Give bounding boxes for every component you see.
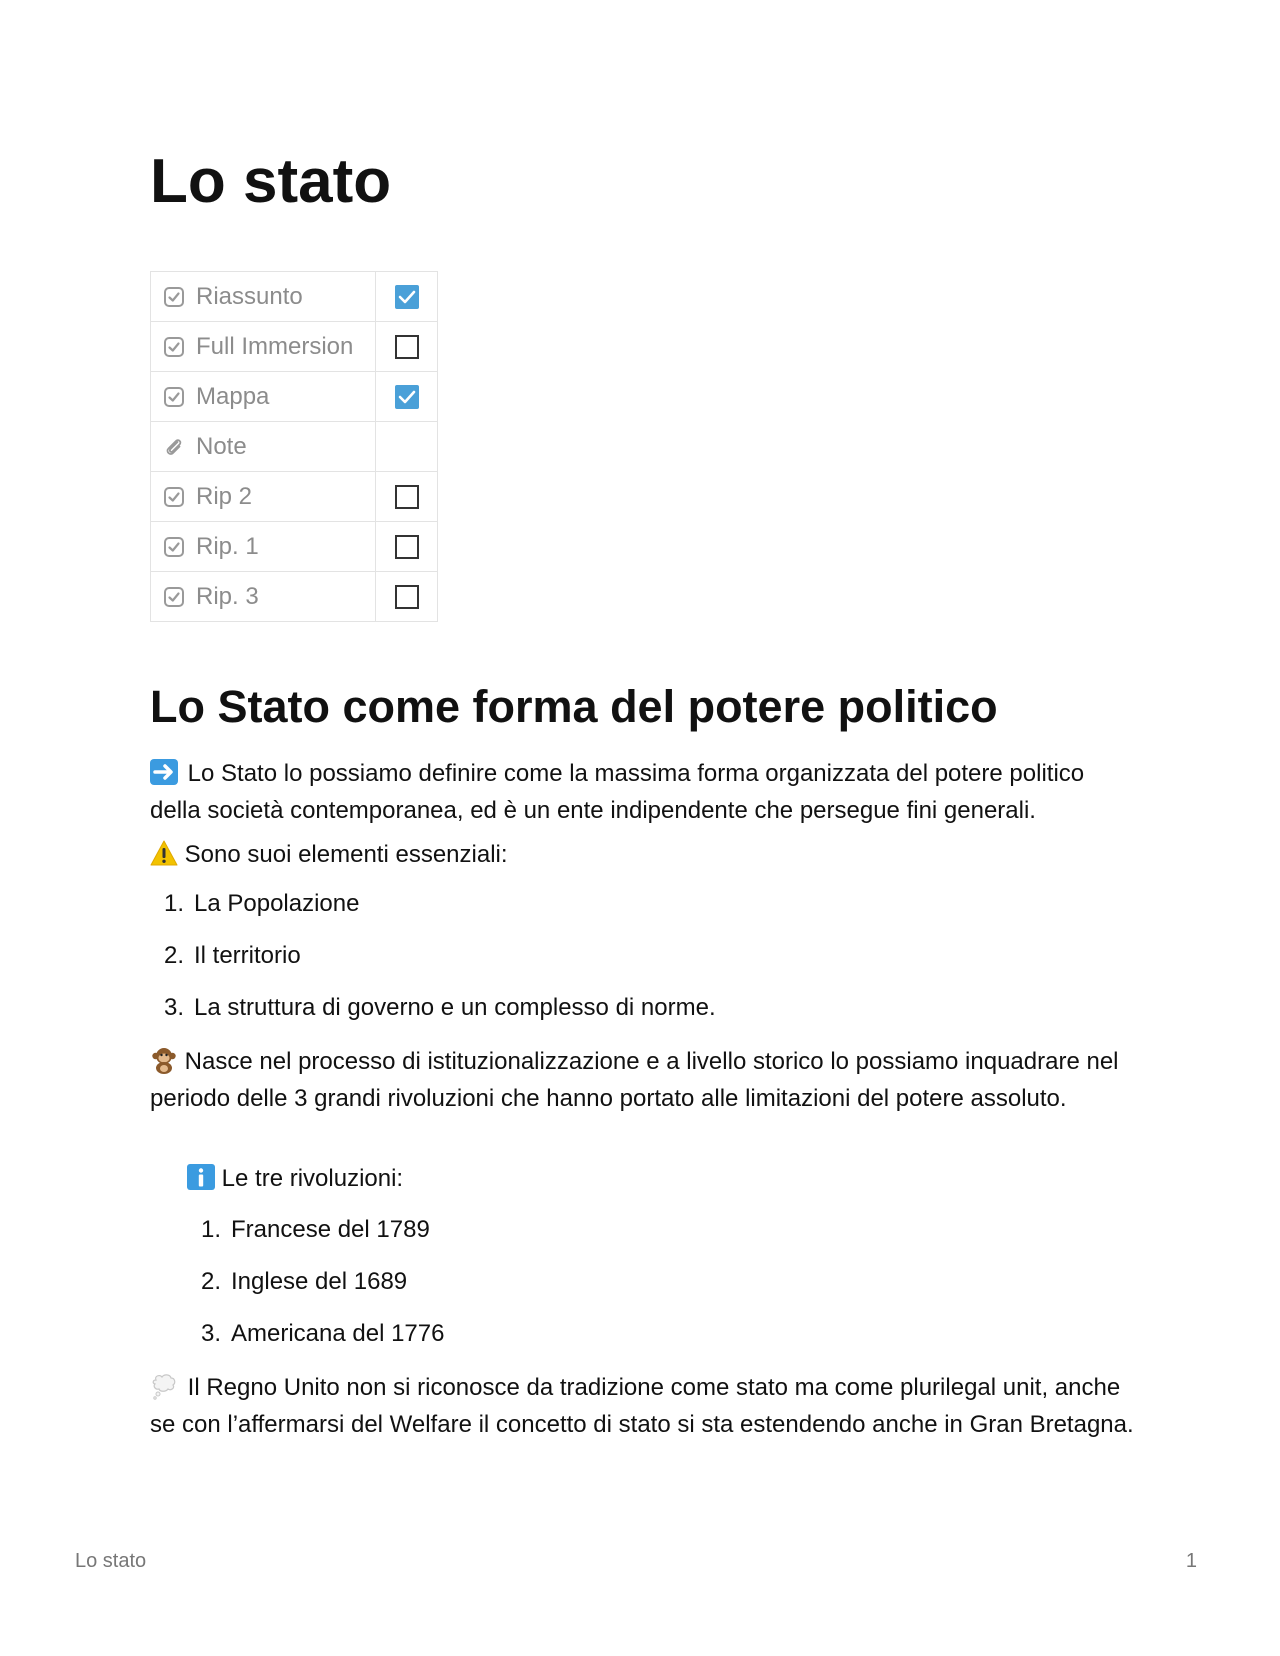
property-value-cell[interactable] — [376, 472, 438, 522]
list-item — [187, 1315, 444, 1367]
checkbox-property-icon — [163, 383, 196, 410]
footer-title: Lo stato — [75, 1550, 147, 1572]
thought-balloon-icon — [150, 1374, 188, 1401]
elements-title-text: Sono suoi elementi essenziali: — [184, 841, 508, 868]
list-item — [187, 1211, 444, 1263]
property-row — [151, 322, 438, 372]
page-title: Lo stato — [150, 147, 392, 216]
checkbox-unchecked[interactable] — [395, 585, 419, 609]
property-name-cell — [151, 472, 376, 522]
elements-title — [150, 836, 1140, 873]
property-name-cell — [151, 522, 376, 572]
warning-icon — [150, 841, 185, 868]
property-label: Note — [196, 432, 247, 460]
list-item-text: Inglese del 1689 — [231, 1268, 408, 1295]
checkbox-checked[interactable] — [395, 385, 419, 409]
property-row — [151, 372, 438, 422]
property-label: Rip 2 — [196, 482, 253, 510]
property-value-cell[interactable] — [376, 572, 438, 622]
list-item-number: 3. — [200, 1320, 221, 1347]
origin-text: Nasce nel processo di istituzionalizzazione e a livello storico lo possiamo inquadrare nel periodo delle 3 grandi rivoluzioni che hanno portato alle limitazioni del potere assoluto. — [150, 1048, 1119, 1112]
property-name-cell — [151, 372, 376, 422]
list-item-text: La struttura di governo e un complesso di norme. — [194, 994, 716, 1021]
property-name-cell — [151, 572, 376, 622]
checkbox-property-icon — [163, 283, 196, 310]
checkbox-property-icon — [163, 533, 196, 560]
monkey-icon — [150, 1048, 185, 1075]
checkbox-unchecked[interactable] — [395, 335, 419, 359]
property-name-cell — [151, 322, 376, 372]
checkbox-unchecked[interactable] — [395, 485, 419, 509]
list-item-number: 1. — [200, 1216, 221, 1243]
revolutions-title-text: Le tre rivoluzioni: — [221, 1165, 404, 1192]
checkbox-property-icon — [163, 583, 196, 610]
list-item — [150, 885, 716, 937]
paperclip-icon — [163, 433, 196, 460]
property-label: Riassunto — [196, 282, 303, 310]
footer-page-number: 1 — [1185, 1550, 1197, 1572]
right-arrow-icon — [150, 760, 188, 787]
list-item-number: 2. — [163, 942, 184, 969]
property-row — [151, 572, 438, 622]
property-value-cell[interactable] — [376, 372, 438, 422]
property-row — [151, 472, 438, 522]
uk-note-paragraph — [150, 1369, 1140, 1443]
origin-paragraph — [150, 1043, 1140, 1117]
property-label: Mappa — [196, 382, 270, 410]
checkbox-property-icon — [163, 483, 196, 510]
list-item-text: Francese del 1789 — [231, 1216, 430, 1243]
info-icon — [187, 1165, 222, 1192]
revolutions-list — [187, 1211, 444, 1367]
intro-paragraph — [150, 755, 1140, 829]
checkbox-unchecked[interactable] — [395, 535, 419, 559]
checkbox-property-icon — [163, 333, 196, 360]
list-item-number: 3. — [163, 994, 184, 1021]
intro-text: Lo Stato lo possiamo definire come la massima forma organizzata del potere politico della società contemporanea, ed è un ente indipendente che persegue fini generali. — [150, 760, 1085, 824]
elements-list — [150, 885, 716, 1041]
list-item-text: Americana del 1776 — [231, 1320, 445, 1347]
property-name-cell — [151, 422, 376, 472]
property-row — [151, 522, 438, 572]
list-item-text: La Popolazione — [194, 890, 360, 917]
checkbox-checked[interactable] — [395, 285, 419, 309]
property-label: Full Immersion — [196, 332, 354, 360]
property-value-cell[interactable] — [376, 522, 438, 572]
list-item — [150, 989, 716, 1041]
list-item — [187, 1263, 444, 1315]
list-item-number: 2. — [200, 1268, 221, 1295]
section-heading: Lo Stato come forma del potere politico — [150, 681, 998, 732]
property-name-cell — [151, 272, 376, 322]
revolutions-title — [187, 1160, 1177, 1197]
property-row — [151, 272, 438, 322]
list-item-text: Il territorio — [194, 942, 301, 969]
uk-note-text: Il Regno Unito non si riconosce da tradizione come stato ma come plurilegal unit, anche se con l’affermarsi del Welfare il concetto di stato si sta estendendo anche in Gran Bretagna. — [150, 1374, 1134, 1438]
property-row — [151, 422, 438, 472]
property-label: Rip. 1 — [196, 532, 259, 560]
properties-table — [150, 271, 438, 622]
property-value-cell[interactable] — [376, 322, 438, 372]
list-item — [150, 937, 716, 989]
list-item-number: 1. — [163, 890, 184, 917]
property-value-cell[interactable] — [376, 272, 438, 322]
property-label: Rip. 3 — [196, 582, 259, 610]
property-value-cell — [376, 422, 438, 472]
